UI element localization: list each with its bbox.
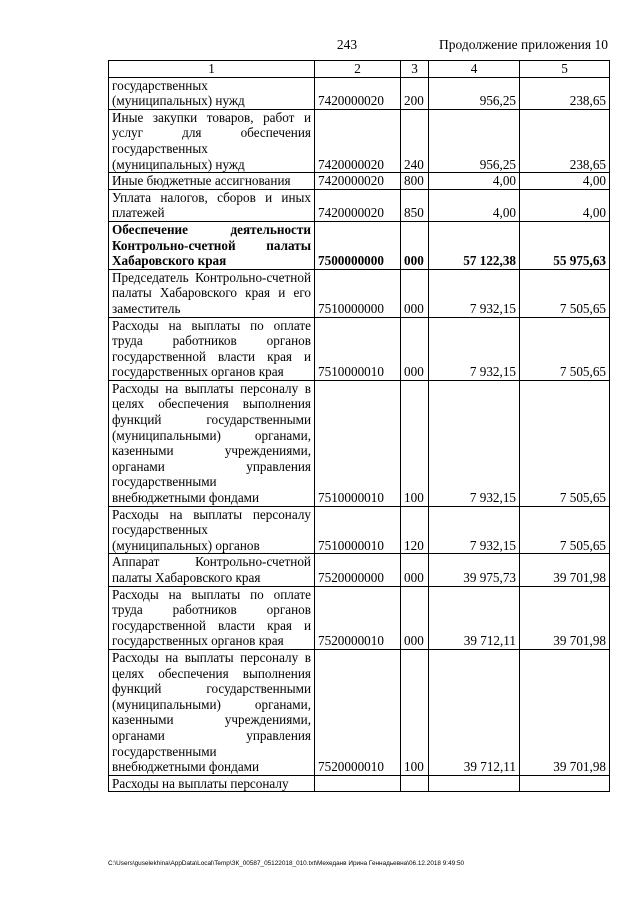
row-value-2020-cell <box>520 775 610 792</box>
table-row <box>109 269 610 317</box>
row-value-2019-cell: 57 122,38 <box>429 221 520 269</box>
table-row <box>109 649 610 775</box>
row-value-2020-cell: 39 701,98 <box>520 586 610 649</box>
row-expense-type-cell: 800 <box>401 173 429 190</box>
row-value-2019-cell <box>429 775 520 792</box>
row-value-2019-cell: 7 932,15 <box>429 269 520 317</box>
row-value-2020-cell: 4,00 <box>520 189 610 221</box>
row-name-cell: Расходы на выплаты персоналу государственных (муниципальных) органов <box>109 506 315 554</box>
row-value-2019-cell: 956,25 <box>429 109 520 172</box>
row-code-cell: 7520000000 <box>315 554 401 586</box>
budget-table-body <box>109 77 610 792</box>
row-value-2019-cell: 7 932,15 <box>429 317 520 380</box>
row-value-2020-cell: 238,65 <box>520 109 610 172</box>
row-value-2020-cell: 55 975,63 <box>520 221 610 269</box>
table-row <box>109 380 610 506</box>
row-value-2020-cell: 39 701,98 <box>520 554 610 586</box>
row-name-cell: Обеспечение деятельности Контрольно-счетной палаты Хабаровского края <box>109 221 315 269</box>
row-expense-type-cell: 100 <box>401 649 429 775</box>
row-name-cell: Иные бюджетные ассигнования <box>109 173 315 190</box>
row-expense-type-cell: 000 <box>401 317 429 380</box>
row-value-2020-cell: 7 505,65 <box>520 506 610 554</box>
row-code-cell <box>315 775 401 792</box>
table-row <box>109 221 610 269</box>
row-expense-type-cell: 000 <box>401 586 429 649</box>
row-name-cell: Председатель Контрольно-счетной палаты Хабаровского края и его заместитель <box>109 269 315 317</box>
row-code-cell: 7420000020 <box>315 189 401 221</box>
row-name-cell: Уплата налогов, сборов и иных платежей <box>109 189 315 221</box>
row-code-cell: 7420000020 <box>315 173 401 190</box>
page-number: 243 <box>336 37 358 52</box>
row-value-2020-cell: 238,65 <box>520 77 610 109</box>
table-row <box>109 173 610 190</box>
row-code-cell: 7520000010 <box>315 649 401 775</box>
row-expense-type-cell: 000 <box>401 221 429 269</box>
row-value-2019-cell: 7 932,15 <box>429 380 520 506</box>
row-name-cell: Расходы на выплаты по оплате труда работников органов государственной власти края и государственных органов края <box>109 586 315 649</box>
column-header: 2 <box>315 61 401 78</box>
row-name-cell: Расходы на выплаты персоналу в целях обеспечения выполнения функций государственными (муниципальными) органами, казенными учреждениями, органами управления государственными внебюджетными фондами <box>109 380 315 506</box>
table-row <box>109 775 610 792</box>
row-name-cell: Аппарат Контрольно-счетной палаты Хабаровского края <box>109 554 315 586</box>
row-code-cell: 7510000010 <box>315 506 401 554</box>
row-value-2019-cell: 39 975,73 <box>429 554 520 586</box>
column-header: 4 <box>429 61 520 78</box>
row-expense-type-cell: 100 <box>401 380 429 506</box>
row-value-2019-cell: 39 712,11 <box>429 586 520 649</box>
row-code-cell: 7510000010 <box>315 317 401 380</box>
row-name-cell: Расходы на выплаты персоналу в целях обеспечения выполнения функций государственными (муниципальными) органами, казенными учреждениями, органами управления государственными внебюджетными фондами <box>109 649 315 775</box>
row-value-2019-cell: 4,00 <box>429 189 520 221</box>
row-value-2019-cell: 4,00 <box>429 173 520 190</box>
row-code-cell: 7420000020 <box>315 77 401 109</box>
column-number-row <box>109 61 610 78</box>
column-header: 5 <box>520 61 610 78</box>
column-header: 3 <box>401 61 429 78</box>
row-expense-type-cell <box>401 775 429 792</box>
row-name-cell: Расходы на выплаты по оплате труда работников органов государственной власти края и государственных органов края <box>109 317 315 380</box>
row-value-2020-cell: 7 505,65 <box>520 317 610 380</box>
table-row <box>109 317 610 380</box>
row-value-2020-cell: 4,00 <box>520 173 610 190</box>
row-name-cell: Расходы на выплаты персоналу <box>109 775 315 792</box>
table-row <box>109 586 610 649</box>
table-row <box>109 77 610 109</box>
table-row <box>109 554 610 586</box>
row-code-cell: 7510000000 <box>315 269 401 317</box>
row-value-2020-cell: 7 505,65 <box>520 269 610 317</box>
table-row <box>109 109 610 172</box>
row-expense-type-cell: 240 <box>401 109 429 172</box>
row-expense-type-cell: 850 <box>401 189 429 221</box>
row-code-cell: 7520000010 <box>315 586 401 649</box>
table-row <box>109 506 610 554</box>
row-code-cell: 7500000000 <box>315 221 401 269</box>
row-value-2019-cell: 7 932,15 <box>429 506 520 554</box>
row-name-cell: государственных (муниципальных) нужд <box>109 77 315 109</box>
row-expense-type-cell: 120 <box>401 506 429 554</box>
continuation-caption: Продолжение приложения 10 <box>438 37 608 52</box>
row-value-2020-cell: 7 505,65 <box>520 380 610 506</box>
row-expense-type-cell: 000 <box>401 269 429 317</box>
budget-table <box>108 60 610 792</box>
row-value-2019-cell: 956,25 <box>429 77 520 109</box>
file-path-footer: C:\Users\guselekhina\AppData\Local\Temp\ЗК_00587_05122018_010.txt\Мехеданв Ирина Геннадьевна\06.12.2018 9:49:50 <box>108 860 465 867</box>
row-code-cell: 7510000010 <box>315 380 401 506</box>
row-value-2019-cell: 39 712,11 <box>429 649 520 775</box>
column-header: 1 <box>109 61 315 78</box>
row-name-cell: Иные закупки товаров, работ и услуг для обеспечения государственных (муниципальных) нужд <box>109 109 315 172</box>
row-expense-type-cell: 000 <box>401 554 429 586</box>
table-row <box>109 189 610 221</box>
row-expense-type-cell: 200 <box>401 77 429 109</box>
row-value-2020-cell: 39 701,98 <box>520 649 610 775</box>
row-code-cell: 7420000020 <box>315 109 401 172</box>
